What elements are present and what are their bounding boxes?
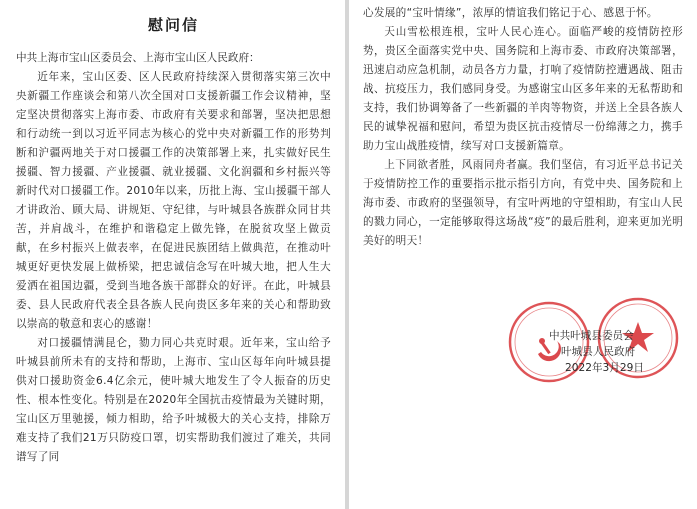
signature-date: 2022年3月29日 xyxy=(565,362,644,374)
letter-paragraph-3: 天山雪松根连根，宝叶人民心连心。面临严峻的疫情防控形势，贵区全面落实党中央、国务院和上海市委、市政府决策部署，迅速启动应急机制，动员各方力量，打响了疫情防控遭遇战、阻击战、抗疫压力，我们感同身受。为感谢宝山区多年来的无私帮助和支持，我们协调筹备了一些新疆的羊肉等物资，并送上全县各族人民的诚挚祝福和慰问，希望为贵区抗击疫情尽一份绵薄之力，携手助力宝山战胜疫情，续写对口支援新篇章。 xyxy=(363,26,683,152)
letter-page-right xyxy=(349,0,697,509)
letter-title: 慰问信 xyxy=(147,16,199,34)
signature-party-committee: 中共叶城县委员会 xyxy=(549,330,634,342)
letter-paragraph-1: 近年来，宝山区委、区人民政府持续深入贯彻落实第三次中央新疆工作座谈会和第八次全国对口支援新疆工作会议精神，坚定坚决贯彻落实上海市委、市政府有关要求和部署，坚决把思想和行动统一到以习近平同志为核心的党中央对新疆工作的形势判断和沪疆两地关于对口援疆工作的决策部署上来，扎实做好民生援疆、智力援疆、产业援疆、就业援疆、文化润疆和乡村振兴等新时代对口援疆工作。2010年以来，历批上海、宝山援疆干部人才讲政治、顾大局、讲规矩、守纪律，与叶城县各族群众同甘共苦，并肩战斗，在维护和谐稳定上做先锋，在脱贫攻坚上做贡献，在乡村振兴上做表率，在促进民族团结上做典范，在推动叶城更好更快发展上做桥梁，把忠诚信念写在叶城大地，把人生大爱洒在祖国边疆，受到当地各族干部群众的好评。在此，叶城县委、县人民政府代表全县各族人民向贵区多年来的关心和帮助致以崇高的敬意和衷心的感谢！ xyxy=(16,71,331,330)
signature-county-government: 叶城县人民政府 xyxy=(561,346,636,358)
letter-page-left xyxy=(0,0,345,509)
letter-paragraph-2: 对口援疆情满昆仑，勠力同心共克时艰。近年来，宝山给予叶城县前所未有的支持和帮助，上海市、宝山区每年向叶城县提供对口援助资金6.4亿余元，使叶城大地发生了令人振奋的历史性、根本性变化。特别是在2020年全国抗击疫情最为关键时期，宝山区万里驰援，倾力相助，给予叶城极大的关心支持，排除万难支持了我们21万只防疫口罩，切实帮助我们渡过了难关，共同谱写了同 xyxy=(16,337,331,463)
letter-paragraph-2-continued: 心发展的“宝叶情缘”，浓厚的情谊我们铭记于心、感恩于怀。 xyxy=(363,7,658,19)
signature-block xyxy=(549,328,689,376)
letter-salutation: 中共上海市宝山区委员会、上海市宝山区人民政府： xyxy=(16,52,260,64)
letter-paragraph-4: 上下同欲者胜，风雨同舟者赢。我们坚信，有习近平总书记关于疫情防控工作的重要指示批示指引方向，有党中央、国务院和上海市委、市政府的坚强领导，有宝叶两地的守望相助，有宝山人民的戮力同心，一定能够取得这场战“疫”的最后胜利，迎来更加光明美好的明天！ xyxy=(363,159,683,247)
